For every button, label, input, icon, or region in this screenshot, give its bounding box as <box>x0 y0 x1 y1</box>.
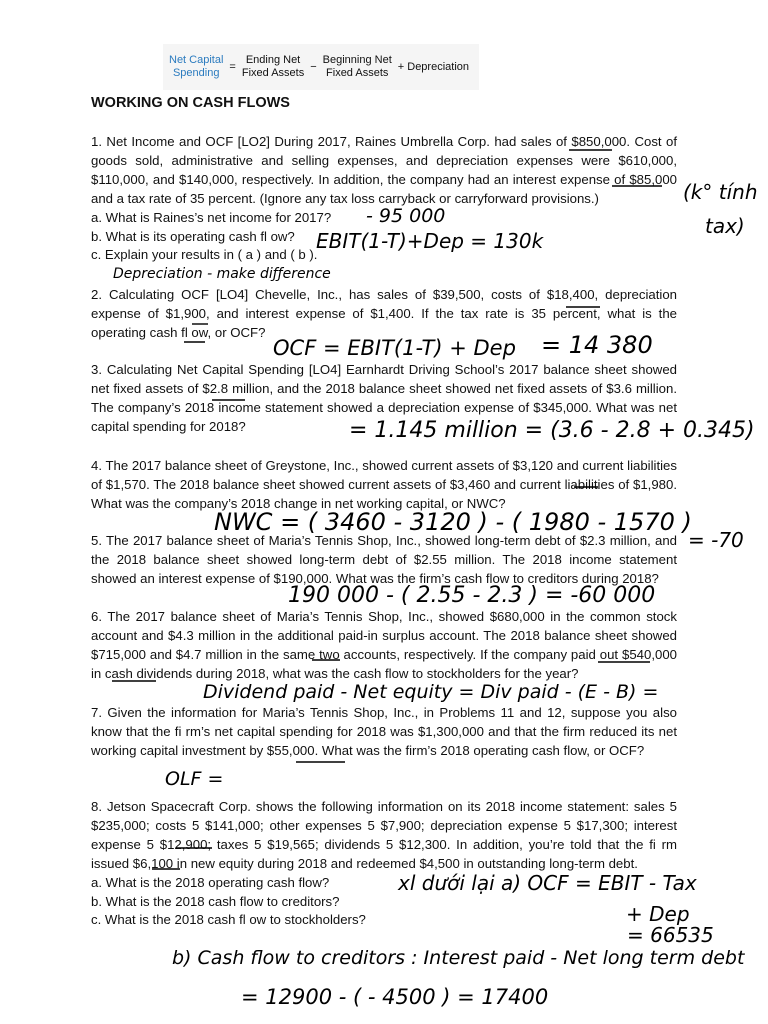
handwritten-note: tax) <box>705 214 745 238</box>
formula-lhs: Net Capital Spending <box>169 54 224 79</box>
handwritten-note: Depreciation - make diƒƒerence <box>113 266 331 282</box>
handwritten-note: = 66535 <box>627 923 714 947</box>
problem-text: 6. The 2017 balance sheet of Maria’s Tennis Shop, Inc., showed $680,000 in the common stock account and $4.3 million in the additional paid-in surplus account. The 2018 balance sheet showed $715,000 and $4.7 million in the same two accounts, respectively. If the company paid out $540,000 in cash dividends during 2018, what was the cash flow to stockholders for the year? <box>91 609 677 681</box>
handwritten-note: 190 000 - ( 2.55 - 2.3 ) = -60 000 <box>288 583 656 608</box>
handwritten-note: EBIT(1-T)+Dep = 130k <box>316 229 544 253</box>
handwritten-note: xl dưới lại a) OCF = EBIT - Tax <box>398 871 697 895</box>
formula-depreciation: + Depreciation <box>397 61 470 73</box>
handwritten-note: (k° tính <box>683 180 758 204</box>
problem-sub: a. What is Raines’s net income for 2017? <box>91 209 332 225</box>
problem-sub: a. What is the 2018 operating cash flow? <box>91 874 330 890</box>
handwritten-note: NWC = ( 3460 - 3120 ) - ( 1980 - 1570 ) <box>214 508 692 536</box>
problem-text: 2. Calculating OCF [LO4] Chevelle, Inc., has sales of $39,500, costs of $18,400, depreciation expense of $1,900, and interest expense of $1,400. If the tax rate is 35 percent, what is the operating cash fl ow, or OCF? <box>91 287 677 340</box>
problem-sub: b. What is its operating cash fl ow? <box>91 228 295 244</box>
handwritten-note: = 14 380 <box>541 331 653 359</box>
problem-sub: c. Explain your results in ( a ) and ( b ). <box>91 247 318 263</box>
handwritten-note: Dividend paid - Net equity = Div paid - (E - B) = <box>203 681 659 703</box>
problem-sub: c. What is the 2018 cash fl ow to stockholders? <box>91 912 366 928</box>
formula-beginning-net: Beginning Net Fixed Assets <box>322 54 392 79</box>
problem-text: 8. Jetson Spacecraft Corp. shows the following information on its 2018 income statement: sales 5 $235,000; costs 5 $141,000; other expenses 5 $7,900; depreciation expense 5 $17,300; interest expense 5 $12,900; taxes 5 $19,565; dividends 5 $12,300. In addition, you’re told that the fi rm issued $6,100 in new equity during 2018 and redeemed $4,500 in outstanding long-term debt. <box>91 799 677 871</box>
problem-text: 3. Calculating Net Capital Spending [LO4] Earnhardt Driving School’s 2017 balance sheet showed net fixed assets of $2.8 million, and the 2018 balance sheet showed net fixed assets of $3.6 million. The company’s 2018 income statement showed a depreciation expense of $345,000. What was net capital spending for 2018? <box>91 362 677 434</box>
handwritten-note: = -70 <box>688 528 744 552</box>
formula-equals: = <box>229 61 236 73</box>
problem-text: 1. Net Income and OCF [LO2] During 2017, Raines Umbrella Corp. had sales of $850,000. Cost of goods sold, administrative and selling expenses, and depreciation expenses were $610,000, $110,000, and $140,000, respectively. In addition, the company had an interest expense of $85,000 and a tax rate of 35 percent. (Ignore any tax loss carryback or carryforward provisions.) <box>91 134 677 206</box>
handwritten-note: OLF = <box>165 768 224 790</box>
formula-ending-net: Ending Net Fixed Assets <box>241 54 305 79</box>
handwritten-note: b) Cash flow to creditors : Interest paid - Net long term debt <box>172 947 745 969</box>
problem-sub: b. What is the 2018 cash flow to creditors? <box>91 893 340 909</box>
problem-text: 4. The 2017 balance sheet of Greystone, Inc., showed current assets of $3,120 and current liabilities of $1,570. The 2018 balance sheet showed current assets of $3,460 and current liabilities of $1,980. What was the company’s 2018 change in net working capital, or NWC? <box>91 458 677 511</box>
handwritten-note: = 12900 - ( - 4500 ) = 17400 <box>241 985 549 1009</box>
handwritten-note: = 1.145 million = (3.6 - 2.8 + 0.345) <box>349 418 755 443</box>
formula-minus: − <box>310 61 317 73</box>
problem-text: 7. Given the information for Maria’s Tennis Shop, Inc., in Problems 11 and 12, suppose you also know that the fi rm’s net capital spending for 2018 was $1,300,000 and that the firm reduced its net working capital investment by $55,000. What was the firm’s 2018 operating cash flow, or OCF? <box>91 705 677 758</box>
page-title: WORKING ON CASH FLOWS <box>91 95 290 111</box>
problem-text: 5. The 2017 balance sheet of Maria’s Tennis Shop, Inc., showed long-term debt of $2.3 million, and the 2018 balance sheet showed long-term debt of $2.55 million. The 2018 income statement showed an interest expense of $190,000. What was the firm’s cash flow to creditors during 2018? <box>91 533 677 586</box>
handwritten-note: OCF = EBIT(1-T) + Dep <box>273 336 516 360</box>
handwritten-note: - 95 000 <box>366 205 446 227</box>
handwritten-note: + Dep <box>626 902 690 926</box>
